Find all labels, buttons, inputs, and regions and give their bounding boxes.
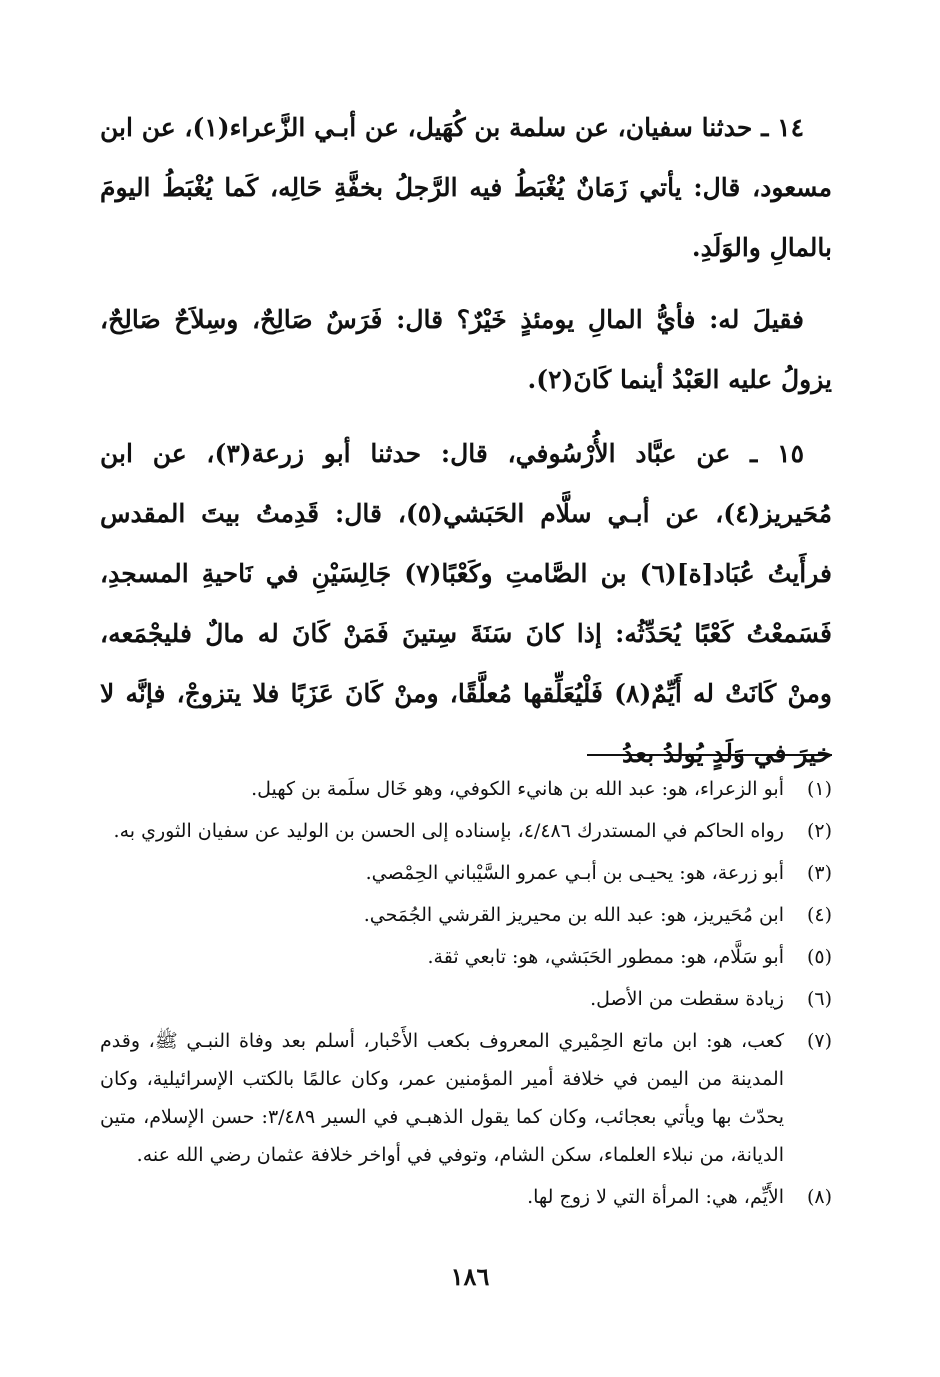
footnote-text: زيادة سقطت من الأصل. [590,988,784,1010]
page-body [100,98,833,1208]
footnote-5 [100,938,832,976]
footnote-text: ابن مُحَيريز، هو: عبد الله بن محيريز القرشي الجُمَحي. [363,904,784,926]
footnote-text: أبو سَلَّام، هو: ممطور الحَبَشي، هو: تابعي ثقة. [427,946,784,968]
footnote-number: (١) [806,778,832,800]
paragraph-14: ١٤ ـ حدثنا سفيان، عن سلمة بن كُهَيل، عن أبـي الزَّعراء(١)، عن ابن مسعود، قال: يأتي زَمَانٌ يُغْبَطُ فيه الرَّجلُ بخفَّةِ حَالِه، كَما يُغْبَطُ اليومَ بالمالِ والوَلَدِ. [100,113,832,262]
footnote-number: (٤) [806,904,832,926]
footnote-7 [100,1022,832,1174]
footnote-text: الأَيِّم، هي: المرأة التي لا زوج لها. [527,1186,784,1208]
paragraph-15: ١٥ ـ عن عبَّاد الأُرْسُوفي، قال: حدثنا أبو زرعة(٣)، عن ابن مُحَيريز(٤)، عن أبـي سلَّام الحَبَشي(٥)، قال: قَدِمتُ بيتَ المقدس فرأَيتُ عُبَاد[ة](٦) بن الصَّامتِ وكَعْبًا(٧) جَالِسَيْنِ في نَاحيةِ المسجدِ، فَسَمعْتُ كَعْبًا يُحَدِّثُه: إذا كانَ سَنَةَ سِتينَ فَمَنْ كَانَ له مالٌ فليجْمَعه، ومنْ كَانَتْ له أَيِّمٌ(٨) فَلْيُعَلِّقها مُعلَّقًا، ومنْ كَانَ عَزَبًا فلا يتزوجْ، فإنَّه لا خيرَ في وَلَدٍ يُولدُ بعدُ [100,439,833,768]
footnote-text: كعب، هو: ابن ماتع الحِمْيري المعروف بكعب الأَحْبار، أسلم بعد وفاة النبـي ﷺ، وقدم المدينة من اليمن في خلافة أمير المؤمنين عمر، وكان عالمًا بالكتب الإسرائيلية، وكان يحدّث بها ويأتي بعجائب، وكان كما يقول الذهبـي في السير ٣/٤٨٩: حسن الإسلام، متين الديانة، من نبلاء العلماء، سكن الشام، وتوفي في أواخر خلافة عثمان رضي الله عنه. [100,1030,784,1166]
footnote-6 [100,980,832,1018]
footnote-8 [100,1178,832,1216]
footnote-separator [587,754,832,756]
footnote-number: (٦) [806,988,832,1010]
footnote-3 [100,854,832,892]
footnote-number: (٨) [806,1186,832,1208]
footnote-number: (٣) [806,862,832,884]
footnote-text: أبو الزعراء، هو: عبد الله بن هانيء الكوفي، وهو خَال سلَمة بن كهيل. [251,778,784,800]
footnotes [100,770,832,1220]
footnote-2 [100,812,832,850]
footnote-number: (٢) [806,820,832,842]
paragraph-14-continued: فقيلَ له: فأيُّ المالِ يومئذٍ خَيْرٌ؟ قال: فَرَسٌ صَالِحٌ، وسِلاَحٌ صَالِحٌ، يزولُ عليه العَبْدُ أينما كَانَ(٢). [100,305,832,394]
footnote-text: رواه الحاكم في المستدرك ٤/٤٨٦، بإسناده إلى الحسن بن الوليد عن سفيان الثوري به. [113,820,784,842]
footnote-1 [100,770,832,808]
footnote-text: أبو زرعة، هو: يحيـى بن أبـي عمرو السَّيْباني الحِمْصي. [365,862,784,884]
footnote-number: (٥) [806,946,832,968]
footnote-4 [100,896,832,934]
footnote-number: (٧) [806,1030,832,1052]
page-number: ١٨٦ [450,1262,490,1291]
